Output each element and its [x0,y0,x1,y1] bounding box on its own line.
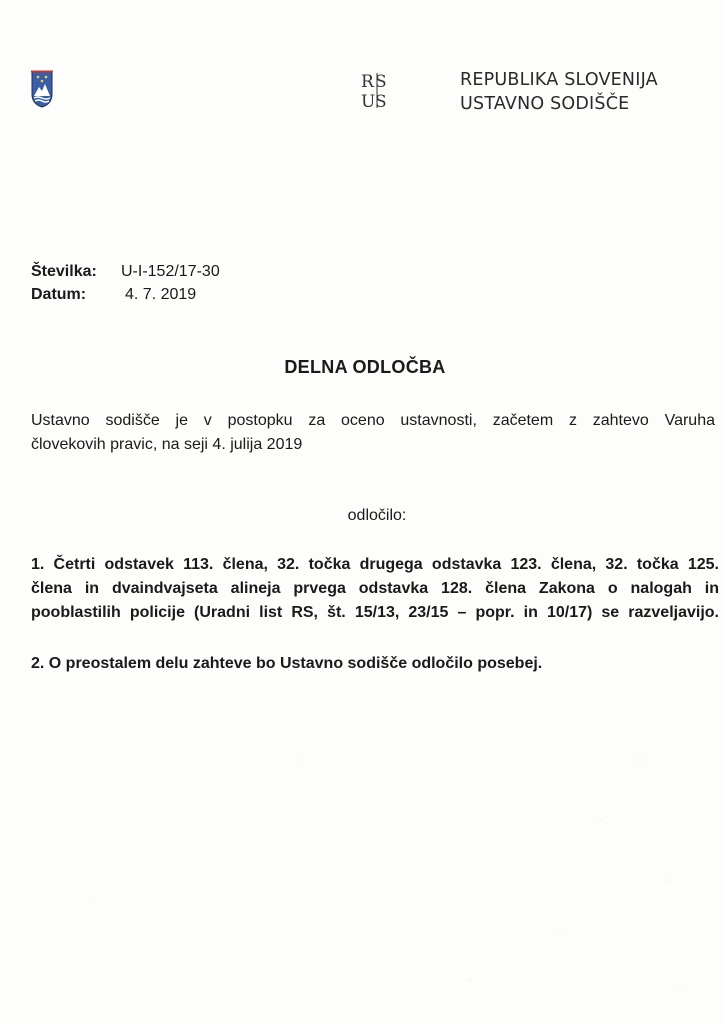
decision-item-1 [31,553,719,625]
date-row [31,283,220,306]
document-meta [31,260,220,306]
decided-heading: odločilo: [347,507,407,524]
svg-text:S: S [375,72,387,92]
case-number-value: U-I-152/17-30 [121,263,220,280]
decision-item-1-line-2: člena in dvaindvajseta alineja prvega odstavka 128. člena Zakona o nalogah in [31,580,719,597]
svg-text:S: S [375,92,387,110]
decision-item-1-line-3: pooblastilih policije (Uradni list RS, št. 15/13, 23/15 – popr. in 10/17) se razveljavijo. [31,604,719,621]
date-value: 4. 7. 2019 [125,286,197,303]
institution-line-1: REPUBLIKA SLOVENIJA [460,70,658,90]
svg-text:R: R [361,72,374,92]
decision-item-2: 2. O preostalem delu zahteve bo Ustavno sodišče odločilo posebej. [31,655,543,672]
intro-line-2: človekovih pravic, na seji 4. julija 2019 [31,436,303,453]
document-title: DELNA ODLOČBA [284,357,446,377]
case-number-row [31,260,220,283]
intro-line-1: Ustavno sodišče je v postopku za oceno ustavnosti, začetem z zahtevo Varuha [31,412,715,429]
date-label: Datum: [31,286,87,303]
decision-item-1-line-1: 1. Četrti odstavek 113. člena, 32. točka drugega odstavka 123. člena, 32. točka 125. [31,556,719,573]
intro-paragraph [31,409,715,457]
institution-line-2: USTAVNO SODIŠČE [460,94,630,114]
institution-name [460,68,658,116]
case-number-label: Številka: [31,263,97,280]
coat-of-arms-icon [30,70,54,108]
rs-us-logo-icon [360,70,394,110]
svg-text:U: U [361,92,376,110]
